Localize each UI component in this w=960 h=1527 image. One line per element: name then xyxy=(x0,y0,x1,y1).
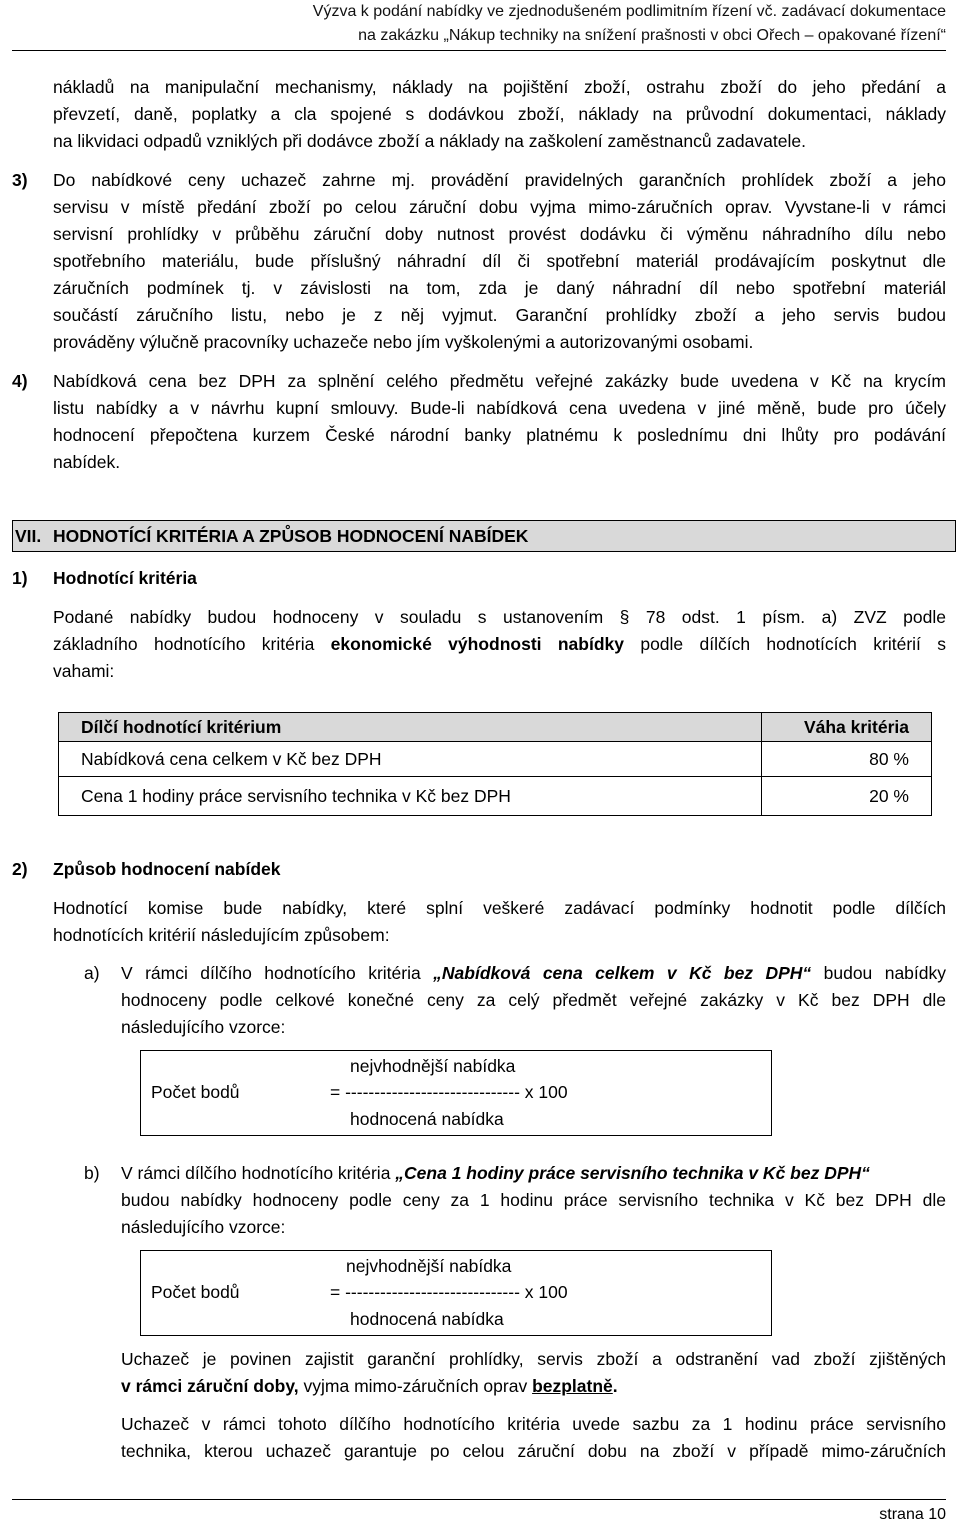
criterion-name: Cena 1 hodiny práce servisního technika v Kč bez DPH xyxy=(59,777,762,816)
item-4-number: 4) xyxy=(12,371,28,391)
item-4-line: Nabídková cena bez DPH za splnění celého předmětu veřejné zakázky bude uvedena v Kč na krycím xyxy=(53,371,946,391)
formula-operator: = ------------------------------ x 100 xyxy=(330,1082,568,1102)
intro-line: na likvidaci odpadů vzniklých při dodávce zboží a náklady na zaškolení zaměstnanců zadavatele. xyxy=(53,131,806,151)
note-1-line-2: v rámci záruční doby, vyjma mimo-záručních oprav bezplatně. xyxy=(121,1376,618,1396)
method-b-line-3: následujícího vzorce: xyxy=(121,1217,286,1237)
item-3-number: 3) xyxy=(12,170,28,190)
formula-label: Počet bodů xyxy=(151,1282,240,1302)
table-header-criterion: Dílčí hodnotící kritérium xyxy=(59,713,762,742)
criteria-heading: Hodnotící kritéria xyxy=(53,568,197,588)
criterion-name: Nabídková cena celkem v Kč bez DPH xyxy=(59,742,762,777)
section-title: HODNOTÍCÍ KRITÉRIA A ZPŮSOB HODNOCENÍ NABÍDEK xyxy=(53,526,529,546)
item-3-line: záručních podmínek tj. v závislosti na tom, zda je daný náhradní díl nebo spotřební materiál xyxy=(53,278,946,298)
method-a-line-2: hodnoceny podle celkové konečné ceny za celý předmět veřejné zakázky v Kč bez DPH dle xyxy=(121,990,946,1010)
method-line-2: hodnotících kritérií následujícím způsobem: xyxy=(53,925,390,945)
formula-numerator: nejvhodnější nabídka xyxy=(350,1056,516,1076)
intro-line: převzetí, daně, poplatky a cla spojené s dodávkou zboží, náklady na průvodní dokumentaci, náklady xyxy=(53,104,946,124)
method-a-letter: a) xyxy=(84,963,100,983)
criteria-table xyxy=(58,712,932,816)
formula-label: Počet bodů xyxy=(151,1082,240,1102)
note-1-line-1: Uchazeč je povinen zajistit garanční prohlídky, servis zboží a odstranění vad zboží zjištěných xyxy=(121,1349,946,1369)
item-4-line: listu nabídky a v návrhu kupní smlouvy. Bude-li nabídková cena uvedena v jiné měně, bude pro účely xyxy=(53,398,946,418)
note-2-line-2: technika, kterou uchazeč garantuje po celou záruční dobu na zboží v případě mimo-záručních xyxy=(121,1441,946,1461)
method-b-line-1: V rámci dílčího hodnotícího kritéria „Cena 1 hodiny práce servisního technika v Kč bez DPH“ xyxy=(121,1163,870,1183)
formula-denominator: hodnocená nabídka xyxy=(350,1309,504,1329)
criteria-emphasis: ekonomické výhodnosti nabídky xyxy=(330,634,624,654)
criterion-weight: 80 % xyxy=(762,742,932,777)
formula-denominator: hodnocená nabídka xyxy=(350,1109,504,1129)
item-3-line: součástí záručního listu, nebo je z něj vyjmut. Garanční prohlídky zboží a jeho servis budou xyxy=(53,305,946,325)
item-3-line: servisní prohlídky v průběhu záruční doby nutnost provést dodávku či výměnu náhradního dílu nebo xyxy=(53,224,946,244)
item-3-line: spotřebního materiálu, bude příslušný náhradní díl či spotřební materiál prodávajícím poskytnut dle xyxy=(53,251,946,271)
item-4-line: hodnocení přepočtena kurzem České národní banky platnému k poslednímu dni lhůty pro podávání xyxy=(53,425,946,445)
method-line-1: Hodnotící komise bude nabídky, které splní veškeré zadávací podmínky hodnotit podle dílčích xyxy=(53,898,946,918)
method-b-line-2: budou nabídky hodnoceny podle ceny za 1 hodinu práce servisního technika v Kč bez DPH dle xyxy=(121,1190,946,1210)
method-number: 2) xyxy=(12,859,28,879)
method-a-line-3: následujícího vzorce: xyxy=(121,1017,286,1037)
item-4-line: nabídek. xyxy=(53,452,121,472)
formula-box-b xyxy=(140,1250,772,1336)
item-3-line: servisu v místě předání zboží po celou záruční dobu vyjma mimo-záručních oprav. Vyvstane-li v rámci xyxy=(53,197,946,217)
footer-divider xyxy=(12,1499,946,1500)
method-heading: Způsob hodnocení nabídek xyxy=(53,859,281,879)
criteria-line-2: základního hodnotícího kritéria ekonomické výhodnosti nabídky podle dílčích hodnotících kritérií s xyxy=(53,634,946,654)
table-header-weight: Váha kritéria xyxy=(762,713,932,742)
formula-box-a xyxy=(140,1050,772,1136)
header-line-2: na zakázku „Nákup techniky na snížení prašnosti v obci Ořech – opakované řízení“ xyxy=(358,27,946,44)
item-3-line: Do nabídkové ceny uchazeč zahrne mj. provádění pravidelných garančních prohlídek zboží a jeho xyxy=(53,170,946,190)
intro-line: nákladů na manipulační mechanismy, náklady na pojištění zboží, ostrahu zboží do jeho předání a xyxy=(53,77,946,97)
header-divider xyxy=(12,50,946,51)
method-b-letter: b) xyxy=(84,1163,100,1183)
item-3-line: prováděny výlučně pracovníky uchazeče nebo jím vyškolenými a autorizovanými osobami. xyxy=(53,332,754,352)
page-number: strana 10 xyxy=(879,1506,946,1523)
criteria-line-3: vahami: xyxy=(53,661,115,681)
table-row xyxy=(59,742,932,777)
section-heading xyxy=(12,520,956,552)
page-header xyxy=(0,0,946,48)
note-1-emphasis: bezplatně xyxy=(532,1376,613,1396)
formula-numerator: nejvhodnější nabídka xyxy=(346,1256,512,1276)
table-header-row xyxy=(59,713,932,742)
method-a-criterion: „Nabídková cena celkem v Kč bez DPH“ xyxy=(433,963,812,983)
header-line-1: Výzva k podání nabídky ve zjednodušeném podlimitním řízení vč. zadávací dokumentace xyxy=(312,3,946,20)
method-a-line-1: V rámci dílčího hodnotícího kritéria „Nabídková cena celkem v Kč bez DPH“ budou nabídky xyxy=(121,963,947,983)
note-2-line-1: Uchazeč v rámci tohoto dílčího hodnotícího kritéria uvede sazbu za 1 hodinu práce servisního xyxy=(121,1414,946,1434)
formula-operator: = ------------------------------ x 100 xyxy=(330,1282,568,1302)
table-row xyxy=(59,777,932,816)
method-b-criterion: „Cena 1 hodiny práce servisního technika v Kč bez DPH“ xyxy=(395,1163,870,1183)
section-number: VII. xyxy=(15,526,42,546)
criterion-weight: 20 % xyxy=(762,777,932,816)
criteria-number: 1) xyxy=(12,568,28,588)
criteria-line-1: Podané nabídky budou hodnoceny v souladu s ustanovením § 78 odst. 1 písm. a) ZVZ podle xyxy=(53,607,946,627)
